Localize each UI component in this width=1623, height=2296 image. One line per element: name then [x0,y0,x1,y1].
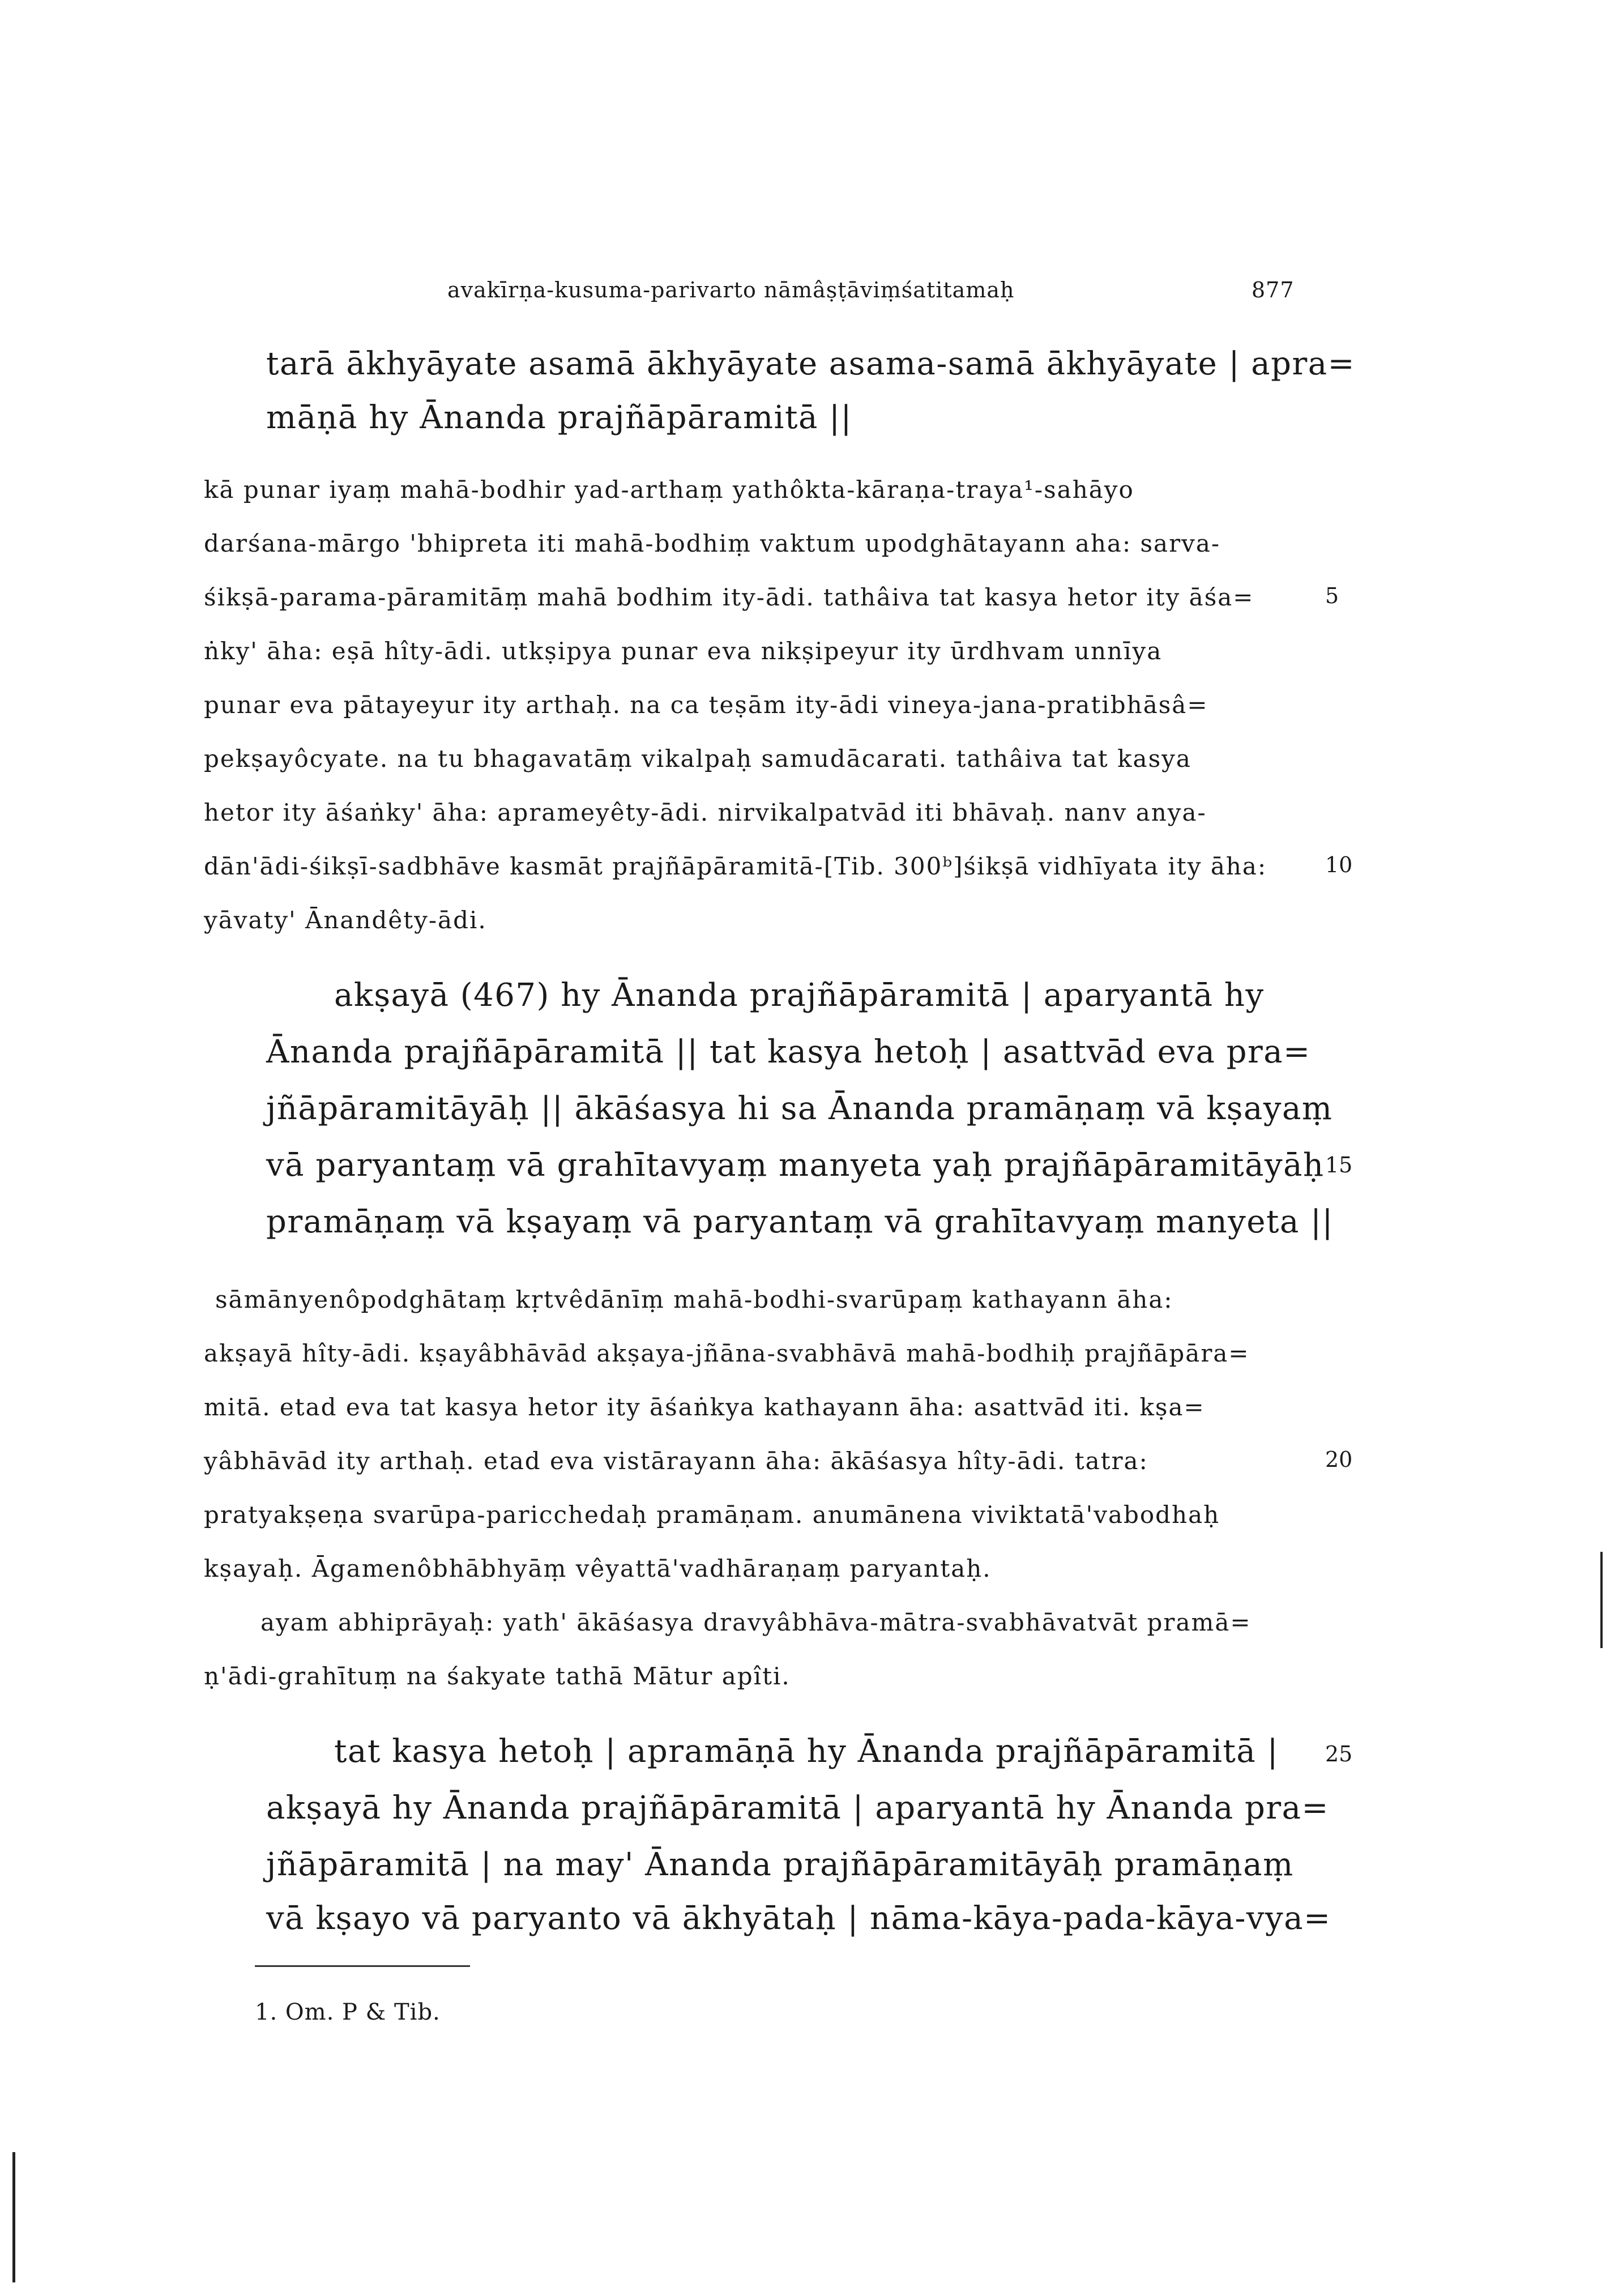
text-line: jñāpāramitāyāḥ || ākāśasya hi sa Ānanda pramāṇaṃ vā kṣayaṃ [266,1090,1333,1127]
text-line: punar eva pātayeyur ity arthaḥ. na ca teṣām ity-ādi vineya-jana-pratibhāsâ= [204,691,1208,719]
header-title: avakīrṇa-kusuma-parivarto nāmâṣṭāviṃśatitamaḥ [447,278,1015,302]
text-line: hetor ity āśaṅky' āha: aprameyêty-ādi. nirvikalpatvād iti bhāvaḥ. nanv anya- [204,799,1207,826]
page-number: 877 [1252,278,1295,302]
text-line: pratyakṣeṇa svarūpa-paricchedaḥ pramāṇam. anumānena viviktatā'vabodhaḥ [204,1501,1220,1529]
footnote-divider [255,1965,470,1967]
text-line: ayam abhiprāyaḥ: yath' ākāśasya dravyâbhāva-mātra-svabhāvatvāt pramā= [260,1608,1252,1636]
text-line: jñāpāramitā | na may' Ānanda prajñāpāramitāyāḥ pramāṇaṃ [266,1846,1294,1883]
text-line: vā kṣayo vā paryanto vā ākhyātaḥ | nāma-kāya-pada-kāya-vya= [266,1900,1331,1937]
text-line: sāmānyenôpodghātaṃ kṛtvêdānīṃ mahā-bodhi-svarūpaṃ kathayann āha: [215,1286,1173,1313]
text-line: yāvaty' Ānandêty-ādi. [204,906,487,934]
text-line: darśana-mārgo 'bhipreta iti mahā-bodhiṃ vaktum upodghātayann aha: sarva- [204,530,1221,557]
text-line: pekṣayôcyate. na tu bhagavatāṃ vikalpaḥ samudācarati. tathâiva tat kasya [204,745,1191,773]
text-line: vā paryantaṃ vā grahītavyaṃ manyeta yaḥ prajñāpāramitāyāḥ [266,1147,1325,1184]
text-line: ṇ'ādi-grahītuṃ na śakyate tathā Mātur apîti. [204,1662,791,1690]
text-line: pramāṇaṃ vā kṣayaṃ vā paryantaṃ vā grahītavyaṃ manyeta || [266,1204,1334,1240]
text-line: akṣayā hy Ānanda prajñāpāramitā | aparyantā hy Ānanda pra= [266,1790,1329,1826]
text-line: tat kasya hetoḥ | apramāṇā hy Ānanda prajñāpāramitā | [334,1733,1279,1770]
line-number: 15 [1325,1153,1353,1177]
text-line: dān'ādi-śikṣī-sadbhāve kasmāt prajñāpāramitā-[Tib. 300ᵇ]śikṣā vidhīyata ity āha: [204,852,1267,880]
text-line: ṅky' āha: eṣā hîty-ādi. utkṣipya punar eva nikṣipeyur ity ūrdhvam unnīya [204,637,1163,665]
line-number: 25 [1325,1742,1353,1766]
line-number: 10 [1325,852,1353,877]
text-line: śikṣā-parama-pāramitāṃ mahā bodhim ity-ādi. tathâiva tat kasya hetor ity āśa= [204,583,1254,611]
text-line: yâbhāvād ity arthaḥ. etad eva vistārayann āha: ākāśasya hîty-ādi. tatra: [204,1447,1148,1475]
scan-artifact [1600,1552,1603,1648]
text-line: Ānanda prajñāpāramitā || tat kasya hetoḥ | asattvād eva pra= [266,1034,1311,1070]
text-line: tarā ākhyāyate asamā ākhyāyate asama-samā ākhyāyate | apra= [266,345,1356,382]
text-line: akṣayā hîty-ādi. kṣayâbhāvād akṣaya-jñāna-svabhāvā mahā-bodhiḥ prajñāpāra= [204,1339,1250,1367]
text-line: kā punar iyaṃ mahā-bodhir yad-arthaṃ yathôkta-kāraṇa-traya¹-sahāyo [204,476,1134,503]
text-line: akṣayā (467) hy Ānanda prajñāpāramitā | aparyantā hy [334,977,1265,1014]
scan-artifact [12,2152,15,2282]
line-number: 5 [1325,583,1339,608]
text-line: māṇā hy Ānanda prajñāpāramitā || [266,399,852,436]
line-number: 20 [1325,1447,1353,1472]
text-line: mitā. etad eva tat kasya hetor ity āśaṅkya kathayann āha: asattvād iti. kṣa= [204,1393,1205,1421]
footnote: 1. Om. P & Tib. [255,1999,441,2025]
text-line: kṣayaḥ. Āgamenôbhābhyāṃ vêyattā'vadhāraṇaṃ paryantaḥ. [204,1555,992,1582]
